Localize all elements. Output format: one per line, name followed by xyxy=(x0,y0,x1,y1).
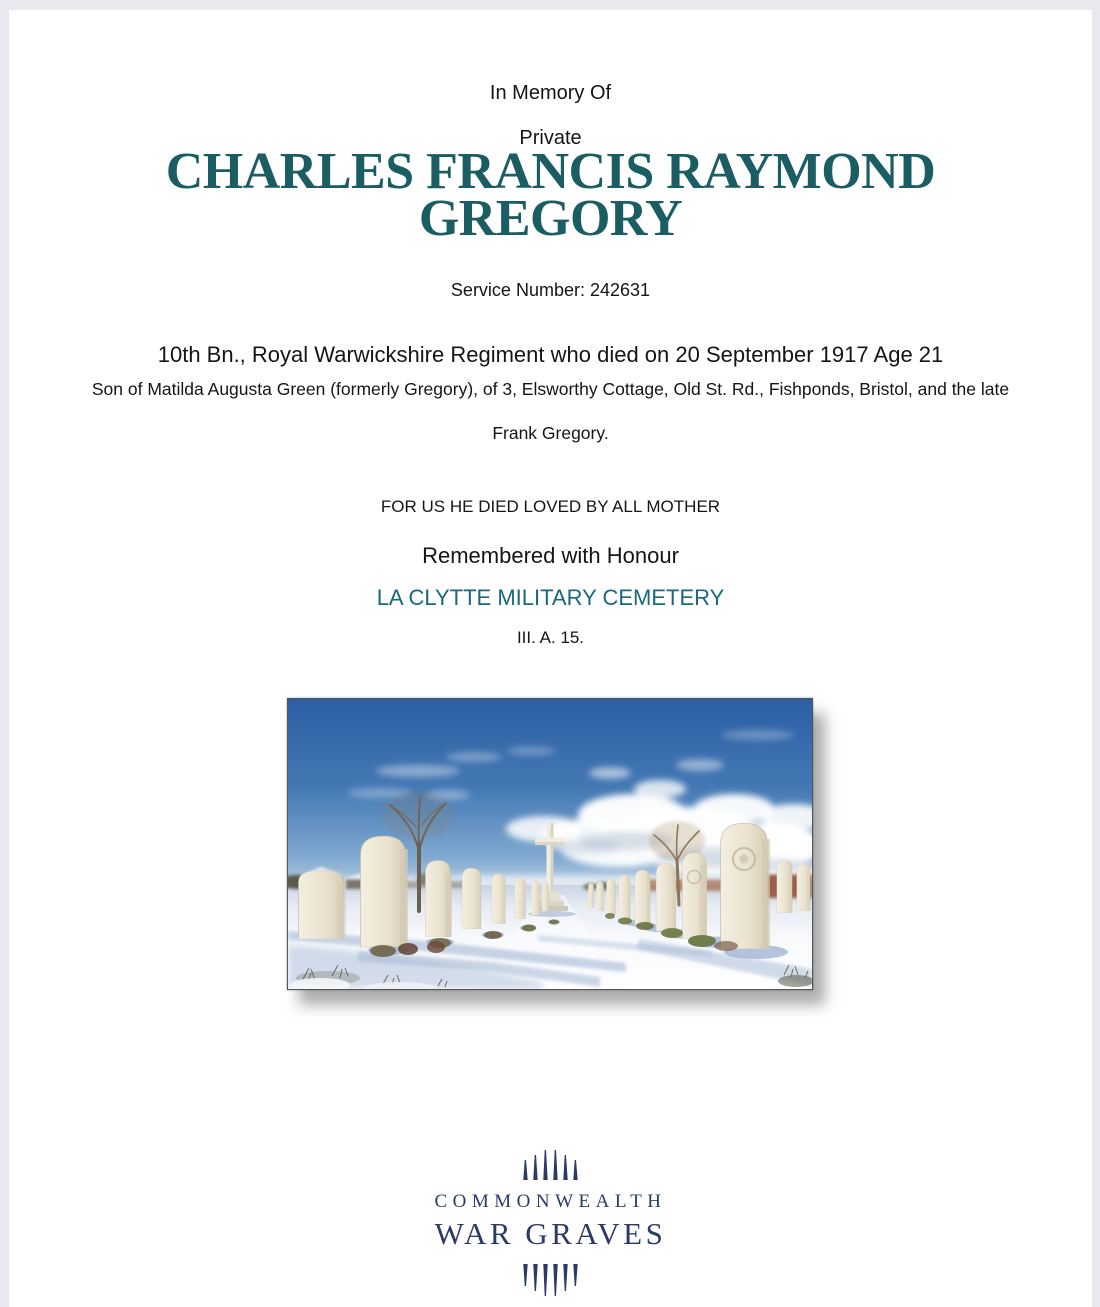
service-number-value: 242631 xyxy=(589,280,651,300)
cwgc-logo xyxy=(9,1150,1092,1296)
cwgc-top-marks-icon xyxy=(523,1150,578,1180)
service-number-label: Service Number: xyxy=(450,280,585,300)
cemetery-photo-illustration xyxy=(288,699,812,989)
epitaph-line: FOR US HE DIED LOVED BY ALL MOTHER xyxy=(380,497,721,516)
viewer-edge-left xyxy=(0,0,9,1307)
logo-commonwealth-text: COMMONWEALTH xyxy=(434,1191,667,1212)
in-memory-of-label: In Memory Of xyxy=(489,82,612,104)
grave-reference: III. A. 15. xyxy=(516,628,585,647)
unit-and-death-line: 10th Bn., Royal Warwickshire Regiment who died on 20 September 1917 Age 21 xyxy=(157,342,944,367)
cwgc-bottom-marks-icon xyxy=(523,1264,578,1296)
rank-label: Private xyxy=(519,127,582,149)
memorial-certificate-page xyxy=(9,10,1092,1307)
viewer-edge-right xyxy=(1092,0,1100,1307)
casualty-name: CHARLES FRANCIS RAYMOND GREGORY xyxy=(165,143,936,247)
logo-war-graves-text: WAR GRAVES xyxy=(434,1216,667,1251)
viewer-edge-top xyxy=(0,0,1100,10)
cemetery-name: LA CLYTTE MILITARY CEMETERY xyxy=(376,585,725,610)
remembered-with-honour-label: Remembered with Honour xyxy=(422,543,679,568)
service-number-line xyxy=(9,280,1092,301)
cemetery-photo xyxy=(287,698,813,990)
family-line: Son of Matilda Augusta Green (formerly Gregory), of 3, Elsworthy Cottage, Old St. Rd., Fishponds, Bristol, and the late Frank Gregory. xyxy=(91,379,1010,443)
